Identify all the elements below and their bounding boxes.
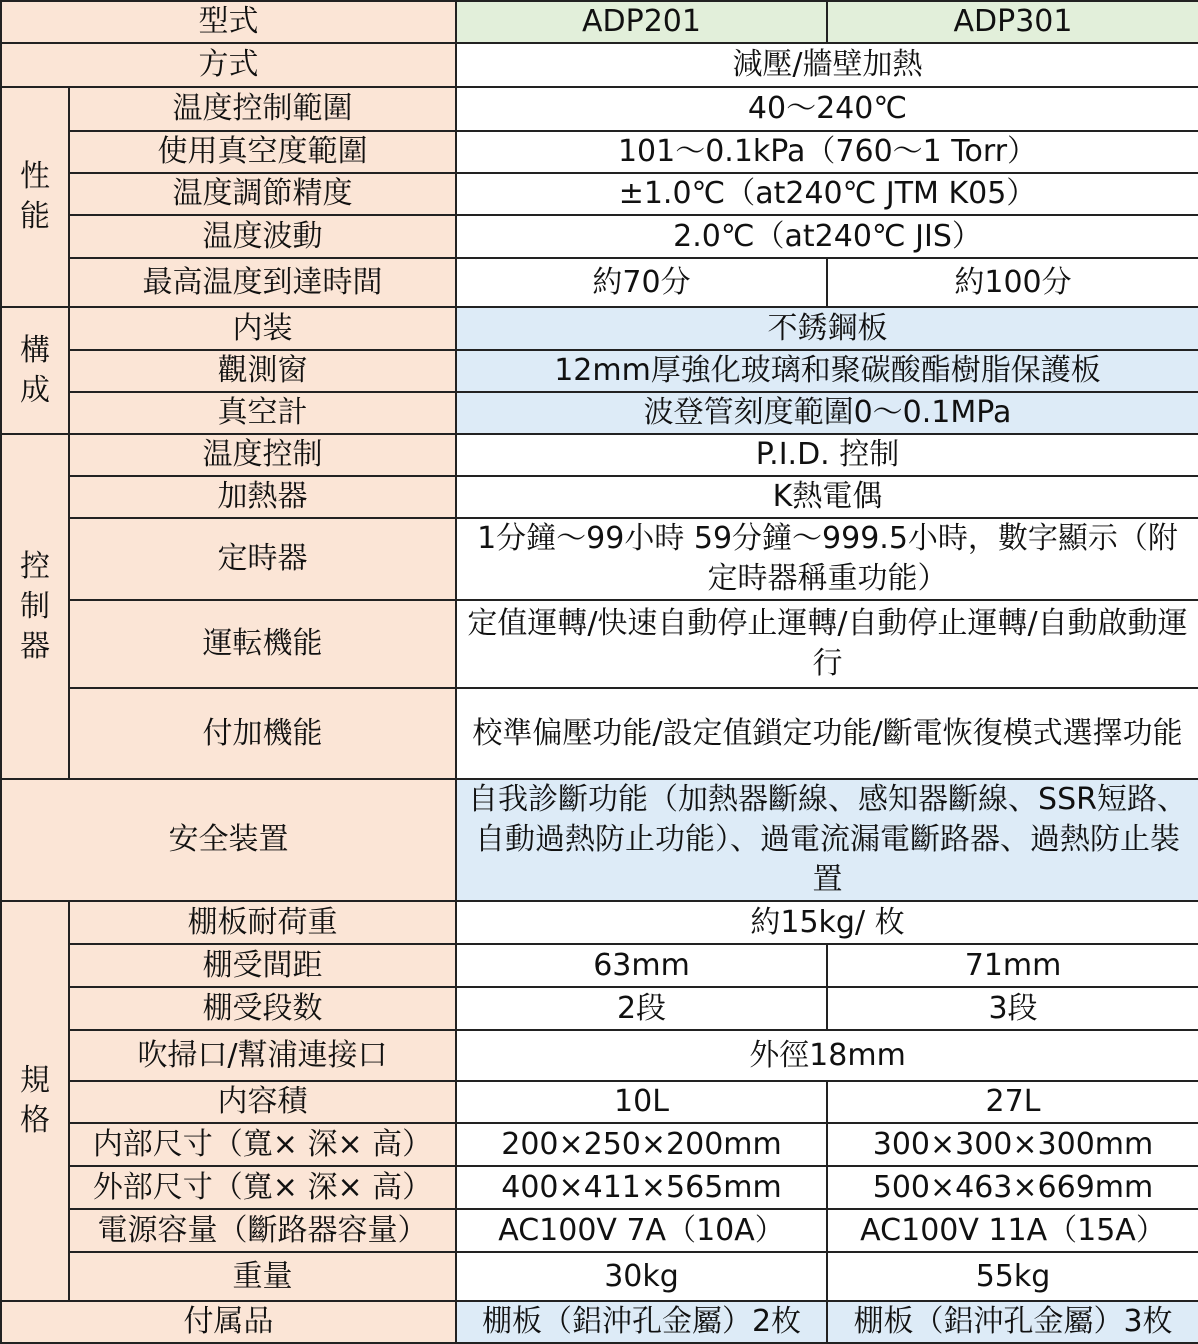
shelf-spacing-row [1, 944, 1198, 987]
purge-port-label: 吹掃口/幫浦連接口 [69, 1030, 456, 1081]
heater-label: 加熱器 [69, 476, 456, 518]
heater-row [1, 476, 1198, 518]
shelf-spacing-label: 棚受間距 [69, 944, 456, 987]
specs-char-2: 格 [20, 1103, 50, 1138]
power-adp201: AC100V 7A（10A） [456, 1209, 827, 1252]
temp-range-row [1, 87, 1198, 131]
shelf-steps-adp301: 3段 [827, 987, 1198, 1030]
method-row [1, 43, 1198, 87]
accessories-label: 付属品 [1, 1301, 456, 1343]
model-header-label: 型式 [1, 1, 456, 43]
interior-label: 内装 [69, 307, 456, 350]
temp-precision-value: ±1.0℃（at240℃ JTM K05） [456, 173, 1198, 215]
window-value: 12mm厚強化玻璃和聚碳酸酯樹脂保護板 [456, 350, 1198, 392]
shelf-load-value: 約15kg/ 枚 [456, 901, 1198, 944]
power-row [1, 1209, 1198, 1252]
outer-size-label: 外部尺寸（寬× 深× 高） [69, 1166, 456, 1209]
temp-control-label: 温度控制 [69, 434, 456, 476]
construction-char-2: 成 [20, 372, 50, 408]
window-label: 觀測窗 [69, 350, 456, 392]
temp-precision-label: 温度調節精度 [69, 173, 456, 215]
inner-size-adp201: 200×250×200mm [456, 1123, 827, 1166]
inner-size-adp301: 300×300×300mm [827, 1123, 1198, 1166]
temp-range-label: 温度控制範圍 [69, 87, 456, 131]
accessories-adp301: 棚板（鋁沖孔金屬）3枚 [827, 1301, 1198, 1343]
vacuum-range-label: 使用真空度範圍 [69, 131, 456, 173]
capacity-label: 内容積 [69, 1081, 456, 1123]
model-adp201-header: ADP201 [456, 1, 827, 43]
gauge-value: 波登管刻度範圍0～0.1MPa [456, 392, 1198, 434]
purge-port-value: 外徑18mm [456, 1030, 1198, 1081]
window-row [1, 350, 1198, 392]
shelf-steps-adp201: 2段 [456, 987, 827, 1030]
shelf-spacing-adp201: 63mm [456, 944, 827, 987]
construction-char-1: 構 [20, 332, 50, 368]
heater-value: K熱電偶 [456, 476, 1198, 518]
accessories-row [1, 1301, 1198, 1343]
method-label: 方式 [1, 43, 456, 87]
specs-group-label [1, 901, 69, 1301]
construction-group-label [1, 307, 69, 434]
capacity-row [1, 1081, 1198, 1123]
operation-row [1, 600, 1198, 688]
max-temp-time-adp301: 約100分 [827, 258, 1198, 307]
timer-value: 1分鐘～99小時 59分鐘～999.5小時，數字顯示（附定時器稱重功能） [456, 518, 1198, 600]
controller-char-2: 制 [20, 588, 50, 624]
timer-row [1, 518, 1198, 600]
controller-char-3: 器 [20, 628, 50, 664]
vacuum-range-row [1, 131, 1198, 173]
shelf-load-label: 棚板耐荷重 [69, 901, 456, 944]
weight-row [1, 1252, 1198, 1301]
temp-fluctuation-label: 温度波動 [69, 215, 456, 258]
power-label: 電源容量（斷路器容量） [69, 1209, 456, 1252]
capacity-adp201: 10L [456, 1081, 827, 1123]
timer-label: 定時器 [69, 518, 456, 600]
performance-group-label [1, 87, 69, 307]
temp-control-value: P.I.D. 控制 [456, 434, 1198, 476]
weight-label: 重量 [69, 1252, 456, 1301]
method-value: 減壓/牆壁加熱 [456, 43, 1198, 87]
temp-range-value: 40～240℃ [456, 87, 1198, 131]
vacuum-range-value: 101～0.1kPa（760～1 Torr） [456, 131, 1198, 173]
accessories-adp201: 棚板（鋁沖孔金屬）2枚 [456, 1301, 827, 1343]
temp-control-row [1, 434, 1198, 476]
model-adp301-header: ADP301 [827, 1, 1198, 43]
safety-value: 自我診斷功能（加熱器斷線、感知器斷線、SSR短路、自動過熱防止功能）、過電流漏電斷路器、過熱防止裝置 [456, 779, 1198, 901]
weight-adp201: 30kg [456, 1252, 827, 1301]
performance-char-1: 性 [20, 159, 50, 194]
shelf-load-row [1, 901, 1198, 944]
additional-value: 校準偏壓功能/設定值鎖定功能/斷電恢復模式選擇功能 [456, 688, 1198, 779]
additional-label: 付加機能 [69, 688, 456, 779]
temp-fluctuation-value: 2.0℃（at240℃ JIS） [456, 215, 1198, 258]
gauge-label: 真空計 [69, 392, 456, 434]
shelf-spacing-adp301: 71mm [827, 944, 1198, 987]
power-adp301: AC100V 11A（15A） [827, 1209, 1198, 1252]
operation-value: 定值運轉/快速自動停止運轉/自動停止運轉/自動啟動運行 [456, 600, 1198, 688]
operation-label: 運転機能 [69, 600, 456, 688]
interior-row [1, 307, 1198, 350]
controller-char-1: 控 [20, 548, 50, 584]
outer-size-adp201: 400×411×565mm [456, 1166, 827, 1209]
additional-row [1, 688, 1198, 779]
header-row [1, 1, 1198, 43]
weight-adp301: 55kg [827, 1252, 1198, 1301]
performance-char-2: 能 [20, 199, 50, 234]
specs-char-1: 規 [20, 1063, 50, 1098]
shelf-steps-row [1, 987, 1198, 1030]
max-temp-time-row [1, 258, 1198, 307]
inner-size-label: 内部尺寸（寬× 深× 高） [69, 1123, 456, 1166]
outer-size-adp301: 500×463×669mm [827, 1166, 1198, 1209]
safety-row [1, 779, 1198, 901]
controller-group-label [1, 434, 69, 779]
max-temp-time-label: 最高温度到達時間 [69, 258, 456, 307]
temp-precision-row [1, 173, 1198, 215]
capacity-adp301: 27L [827, 1081, 1198, 1123]
gauge-row [1, 392, 1198, 434]
max-temp-time-adp201: 約70分 [456, 258, 827, 307]
safety-label: 安全装置 [1, 779, 456, 901]
purge-port-row [1, 1030, 1198, 1081]
interior-value: 不銹鋼板 [456, 307, 1198, 350]
outer-size-row [1, 1166, 1198, 1209]
temp-fluctuation-row [1, 215, 1198, 258]
inner-size-row [1, 1123, 1198, 1166]
shelf-steps-label: 棚受段数 [69, 987, 456, 1030]
